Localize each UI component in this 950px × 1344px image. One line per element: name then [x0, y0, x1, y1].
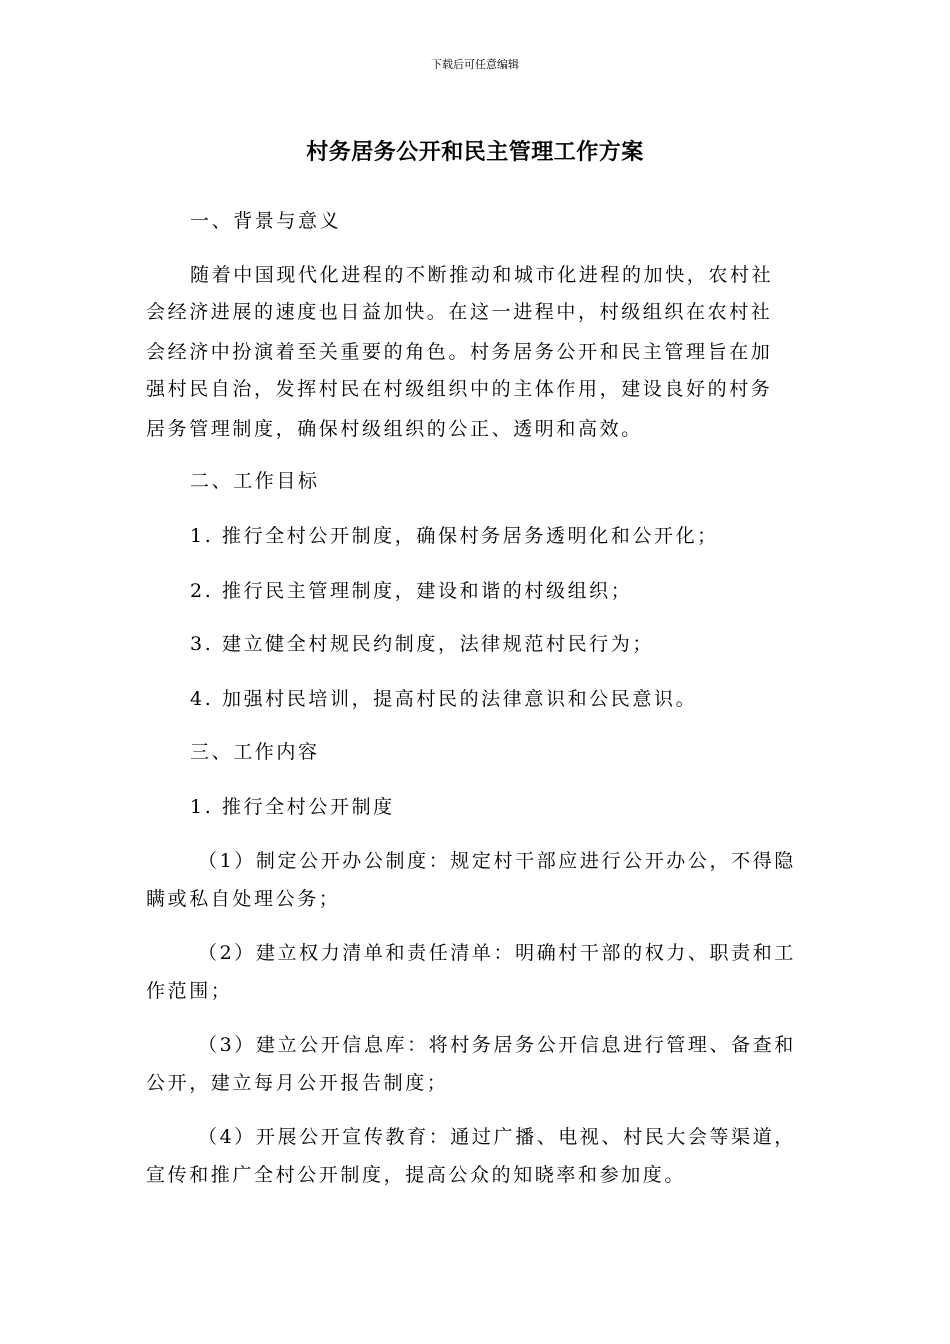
document-title: 村务居务公开和民主管理工作方案	[306, 140, 644, 165]
paragraph-line: 公开，建立每月公开报告制度；	[146, 1072, 449, 1094]
paragraph-line: 居务管理制度，确保村级组织的公正、透明和高效。	[146, 418, 643, 440]
goal-item: 3. 建立健全村规民约制度，法律规范村民行为；	[190, 633, 654, 655]
section-heading-content: 三、工作内容	[190, 741, 320, 763]
goal-item: 4. 加强村民培训，提高村民的法律意识和公民意识。	[190, 688, 698, 710]
paragraph-line: （2）建立权力清单和责任清单：明确村干部的权力、职责和工	[198, 942, 796, 964]
paragraph-line: 作范围；	[146, 980, 233, 1002]
goal-item: 2. 推行民主管理制度，建设和谐的村级组织；	[190, 580, 633, 602]
paragraph-line: 会经济进展的速度也日益加快。在这一进程中，村级组织在农村社	[146, 301, 773, 323]
section-heading-background: 一、背景与意义	[190, 210, 342, 232]
paragraph-line: （3）建立公开信息库：将村务居务公开信息进行管理、备查和	[198, 1034, 796, 1056]
paragraph-line: 强村民自治，发挥村民在村级组织中的主体作用，建设良好的村务	[146, 378, 773, 400]
header-note: 下载后可任意编辑	[431, 58, 519, 71]
paragraph-line: （1）制定公开办公制度：规定村干部应进行公开办公，不得隐	[198, 850, 796, 872]
paragraph-line: 瞒或私自处理公务；	[146, 888, 341, 910]
paragraph-line: （4）开展公开宣传教育：通过广播、电视、村民大会等渠道，	[198, 1126, 796, 1148]
paragraph-line: 随着中国现代化进程的不断推动和城市化进程的加快，农村社	[190, 264, 774, 286]
goal-item: 1. 推行全村公开制度，确保村务居务透明化和公开化；	[190, 525, 719, 547]
paragraph-line: 会经济中扮演着至关重要的角色。村务居务公开和民主管理旨在加	[146, 341, 773, 363]
section-heading-goals: 二、工作目标	[190, 470, 320, 492]
subsection-heading: 1. 推行全村公开制度	[190, 796, 395, 818]
paragraph-line: 宣传和推广全村公开制度，提高公众的知晓率和参加度。	[146, 1164, 687, 1186]
